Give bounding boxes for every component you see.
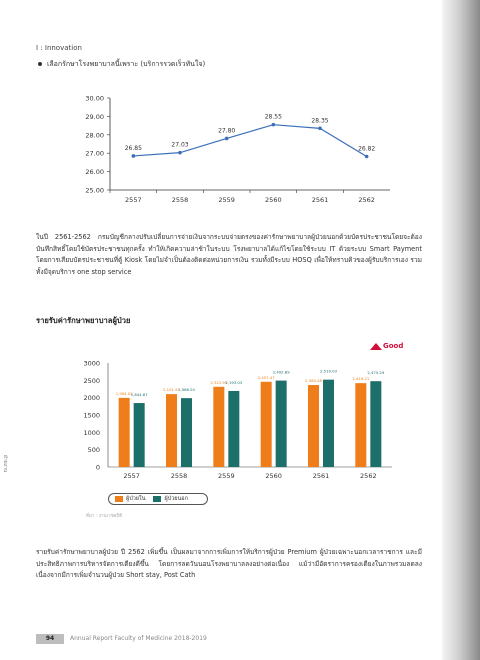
bar-inpatient [119, 398, 130, 467]
bar-y-tick-label: 0 [95, 463, 100, 472]
page-number: 94 [36, 634, 64, 644]
line-x-tick-label: 2558 [171, 196, 189, 204]
section-title: I : Innovation [36, 44, 82, 52]
bar-data-label: 2,519.03 [320, 368, 337, 374]
bar-inpatient [166, 394, 177, 467]
bar-data-label: 2,101.97 [163, 387, 180, 393]
legend-label-inpatient: ผู้ป่วยใน [126, 496, 146, 502]
line-data-label: 26.85 [124, 144, 142, 152]
legend-item-outpatient [153, 495, 187, 503]
bar-y-tick-label: 2000 [83, 394, 100, 403]
paragraph-revenue: รายรับค่ารักษาพยาบาลผู้ป่วย ปี 2562 เพิ่มขึ้น เป็นผลมาจากการเพิ่มการให้บริการผู้ป่วย Premium ผู้ป่วยเฉพาะนอกเวลาราชการ และมีประสิทธิภาพการบริหารจัดการเตียงดีขึ้น โดยการลดวันนอนโรงพยาบาลลงอย่างต่อเนื่อง แม้ว่ามีอัตราการครองเตียงในภาพรวมลดลง เนื่องจากมีการเพิ่มจำนวนผู้ป่วย Short stay, Post Cath [36, 548, 422, 579]
bar-y-tick-label: 500 [87, 446, 100, 455]
footer-text: Annual Report Faculty of Medicine 2018-2019 [70, 635, 207, 642]
bar-x-tick-label: 2559 [218, 472, 235, 480]
line-y-tick-label: 29.00 [85, 112, 104, 121]
bar-y-tick-label: 1000 [83, 428, 100, 437]
bar-inpatient [261, 382, 272, 467]
bar-inpatient [213, 387, 224, 467]
bar-data-label: 2,475.29 [367, 370, 385, 376]
bar-x-tick-label: 2557 [123, 472, 140, 480]
line-y-tick-label: 25.00 [85, 186, 104, 195]
bar-x-tick-label: 2561 [312, 472, 330, 480]
revenue-heading: รายรับค่ารักษาพยาบาลผู้ป่วย [36, 316, 131, 325]
bar-y-tick-label: 1500 [83, 411, 100, 420]
bar-y-tick-label: 2500 [83, 376, 100, 385]
line-data-label: 27.80 [218, 127, 236, 135]
line-data-label: 28.35 [311, 117, 329, 125]
bar-chart-legend [108, 493, 208, 505]
line-x-tick-label: 2560 [265, 196, 282, 204]
page-footer [36, 628, 246, 642]
bar-data-label: 1,986.20 [178, 387, 195, 393]
bar-data-label: 2,364.48 [305, 378, 322, 384]
bar-outpatient [134, 403, 145, 467]
line-x-tick-label: 2559 [218, 196, 235, 204]
bar-inpatient [308, 385, 319, 467]
bar-outpatient [276, 381, 287, 467]
bar-outpatient [181, 398, 192, 467]
legend-swatch-outpatient [153, 496, 161, 502]
bar-data-label: 2,492.89 [272, 369, 290, 375]
side-label: ฝ่ายงาน [2, 455, 8, 473]
line-x-tick-label: 2561 [311, 196, 329, 204]
bar-x-tick-label: 2562 [360, 472, 377, 480]
legend-item-inpatient [115, 495, 145, 503]
source-note: ที่มา : งานเวชสถิติ [86, 514, 123, 519]
bar-outpatient [228, 391, 239, 467]
bullet-text: เลือกรักษาโรงพยาบาลนี้เพราะ (บริการรวดเร็วทันใจ) [47, 60, 206, 68]
bar-data-label: 1,844.67 [130, 392, 148, 398]
bar-inpatient [355, 383, 366, 467]
line-x-tick-label: 2562 [358, 196, 375, 204]
paragraph-smart-payment: ในปี 2561-2562 กรมบัญชีกลางปรับเปลี่ยนการจ่ายเงินจากระบบจ่ายตรงของค่ารักษาพยาบาลผู้ป่วยนอกด้วยบัตรประชาชนโดยจะต้องบันทึกสิทธิ์โดยใช้บัตรประชาชนทุกครั้ง ทำให้เกิดความล่าช้าในระบบ โรงพยาบาลได้แก้ไขโดยใช้ระบบ IT ด้วยระบบ Smart Payment โดยการเสียบบัตรประชาชนที่ตู้ Kiosk โดยไม่จำเป็นต้องติดต่อหน่วยการเงิน รวมทั้งมีระบบ HOSQ เพื่อให้ทราบคิวของผู้รับบริการเอง รวมทั้งมีจุดบริการ one stop service [36, 233, 422, 276]
bar-outpatient [323, 380, 334, 467]
legend-swatch-inpatient [115, 496, 123, 502]
bar-data-label: 2,419.21 [352, 376, 370, 382]
bar-x-tick-label: 2558 [170, 472, 188, 480]
line-data-label: 28.55 [264, 113, 282, 121]
legend-label-outpatient: ผู้ป่วยนอก [164, 496, 188, 502]
line-data-label: 26.82 [358, 145, 376, 153]
bar-outpatient [370, 381, 381, 467]
bar-y-tick-label: 3000 [83, 359, 100, 368]
line-y-tick-label: 28.00 [85, 131, 104, 140]
good-label: Good [383, 342, 404, 350]
line-x-tick-label: 2557 [125, 196, 142, 204]
bar-data-label: 2,312.95 [210, 379, 228, 385]
bar-data-label: 2,193.03 [225, 379, 243, 385]
bar-data-label: 1,994.02 [115, 390, 133, 396]
line-y-tick-label: 27.00 [85, 149, 104, 158]
bar-x-tick-label: 2560 [265, 472, 282, 480]
bar-data-label: 2,457.47 [257, 374, 275, 380]
line-y-tick-label: 26.00 [85, 168, 104, 177]
line-data-label: 27.03 [171, 141, 189, 149]
line-y-tick-label: 30.00 [85, 94, 104, 103]
